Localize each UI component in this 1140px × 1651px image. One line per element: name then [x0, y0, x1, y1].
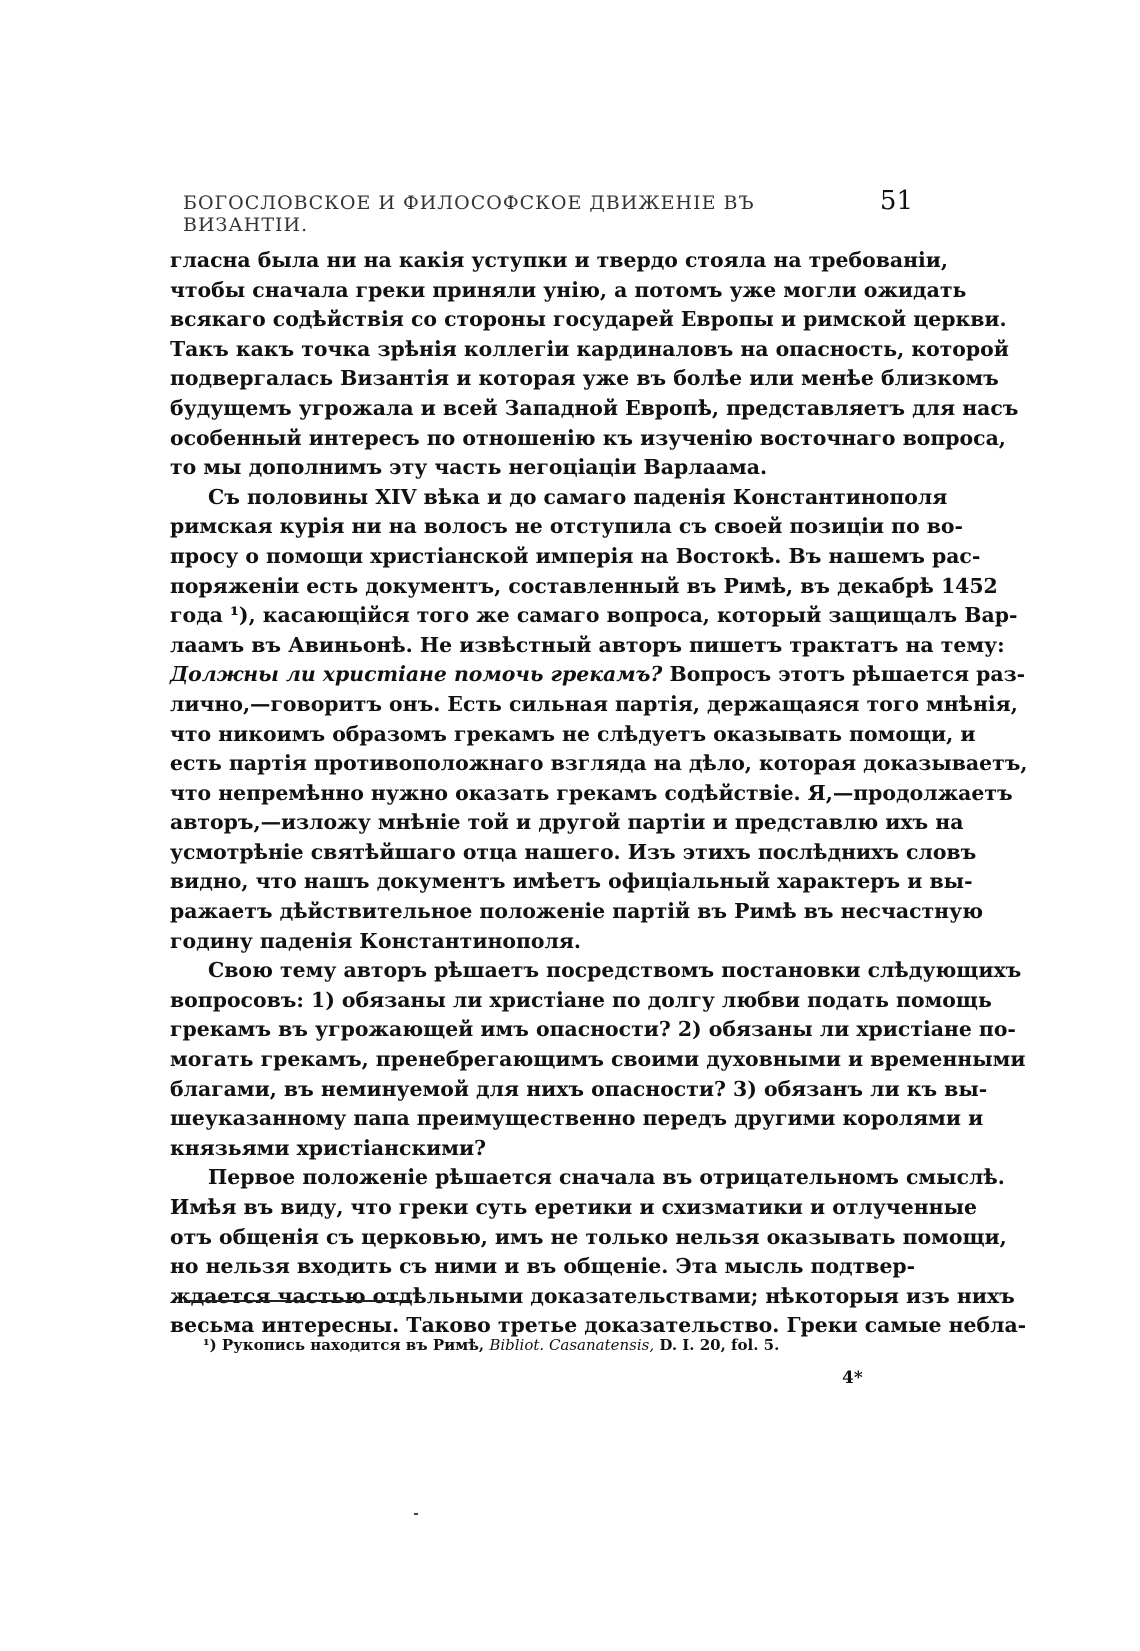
- text-line: ждается частью отдѣльными доказательствами; нѣкоторыя изъ нихъ: [170, 1283, 1015, 1308]
- paragraph: [170, 956, 1026, 1163]
- text-line: то мы дополнимъ эту часть негоціаціи Варлаама.: [170, 455, 768, 480]
- body-text: [170, 246, 1028, 1341]
- text-line: просу о помощи христіанской имперія на Востокѣ. Въ нашемъ рас-: [170, 543, 981, 568]
- paragraph: [170, 483, 1028, 957]
- running-header: [183, 186, 913, 236]
- footnote-suffix: D. I. 20, fol. 5.: [654, 1336, 780, 1354]
- text-line: Такъ какъ точка зрѣнія коллегіи кардиналовъ на опасность, которой: [170, 336, 1009, 361]
- text-line: Первое положеніе рѣшается сначала въ отрицательномъ смыслѣ.: [208, 1165, 1005, 1190]
- text-line: князьями христіанскими?: [170, 1135, 487, 1160]
- text-line: благами, въ неминуемой для нихъ опасности? 3) обязанъ ли къ вы-: [170, 1076, 988, 1101]
- footnote-prefix: ¹) Рукопись находится въ Римѣ,: [203, 1336, 490, 1354]
- signature-mark: 4*: [842, 1368, 863, 1388]
- text-line: Съ половины XIV вѣка и до самаго паденія Константинополя: [208, 484, 948, 509]
- running-title: БОГОСЛОВСКОЕ И ФИЛОСОФСКОЕ ДВИЖЕНІЕ ВЪ ВИЗАНТІИ.: [183, 192, 755, 236]
- text-line: Свою тему авторъ рѣшаетъ посредствомъ постановки слѣдующихъ: [208, 958, 1022, 983]
- text-line: вопросовъ: 1) обязаны ли христіане по долгу любви подать помощь: [170, 987, 992, 1012]
- page-number: 51: [879, 186, 913, 216]
- footnote: [203, 1336, 883, 1354]
- text-line: всякаго содѣйствія со стороны государей Европы и римской церкви.: [170, 307, 1007, 332]
- footnote-italic: Bibliot. Casanatensis,: [489, 1336, 655, 1354]
- text-line: шеуказанному папа преимущественно передъ другими королями и: [170, 1106, 984, 1131]
- text-line: что никоимъ образомъ грекамъ не слѣдуетъ оказывать помощи, и: [170, 721, 976, 746]
- text-line: авторъ,—изложу мнѣніе той и другой партіи и представлю ихъ на: [170, 810, 964, 835]
- text-line: чтобы сначала греки приняли унію, а потомъ уже могли ожидать: [170, 277, 967, 302]
- italic-title: Должны ли христіане помочь грекамъ?: [170, 662, 663, 687]
- text-line: поряженіи есть документъ, составленный въ Римѣ, въ декабрѣ 1452: [170, 573, 998, 598]
- text-line: лаамъ въ Авиньонѣ. Не извѣстный авторъ пишетъ трактатъ на тему:: [170, 632, 1005, 657]
- text-line: отъ общенія съ церковью, имъ не только нельзя оказывать помощи,: [170, 1224, 1007, 1249]
- text-line: римская курія ни на волосъ не отступила съ своей позиціи по во-: [170, 514, 963, 539]
- text-line: могать грекамъ, пренебрегающимъ своими духовными и временными: [170, 1047, 1026, 1072]
- text-line-rest: Вопросъ этотъ рѣшается раз-: [662, 662, 1026, 687]
- stray-mark: [414, 1513, 418, 1515]
- text-line: что непремѣнно нужно оказать грекамъ содѣйствіе. Я,—продолжаетъ: [170, 780, 1013, 805]
- paragraph: [170, 1163, 1027, 1341]
- text-line: весьма интересны. Таково третье доказательство. Греки самые небла-: [170, 1313, 1027, 1338]
- text-line: подвергалась Византія и которая уже въ болѣе или менѣе близкомъ: [170, 366, 999, 391]
- text-line-with-italic: [170, 660, 1026, 690]
- text-line: но нельзя входить съ ними и въ общеніе. Эта мысль подтвер-: [170, 1254, 916, 1279]
- text-line: усмотрѣніе святѣйшаго отца нашего. Изъ этихъ послѣднихъ словъ: [170, 839, 977, 864]
- text-line: годину паденія Константинополя.: [170, 928, 582, 953]
- text-line: особенный интересъ по отношенію къ изученію восточнаго вопроса,: [170, 425, 1006, 450]
- text-line: видно, что нашъ документъ имѣетъ офиціальный характеръ и вы-: [170, 869, 973, 894]
- text-line: года ¹), касающійся того же самаго вопроса, который защищалъ Вар-: [170, 603, 1018, 628]
- text-line: есть партія противоположнаго взгляда на дѣло, которая доказываетъ,: [170, 751, 1028, 776]
- text-line: грекамъ въ угрожающей имъ опасности? 2) обязаны ли христіане по-: [170, 1017, 1016, 1042]
- text-line: лично,—говоритъ онъ. Есть сильная партія, держащаяся того мнѣнія,: [170, 691, 1018, 716]
- text-line: гласна была ни на какія уступки и твердо стояла на требованіи,: [170, 248, 948, 272]
- text-line: ражаетъ дѣйствительное положеніе партій въ Римѣ въ несчастную: [170, 899, 984, 924]
- text-line: Имѣя въ виду, что греки суть еретики и схизматики и отлученные: [170, 1195, 978, 1219]
- footnote-divider: [184, 1300, 412, 1302]
- paragraph: [170, 246, 1019, 483]
- text-line: будущемъ угрожала и всей Западной Европѣ, представляетъ для насъ: [170, 395, 1019, 420]
